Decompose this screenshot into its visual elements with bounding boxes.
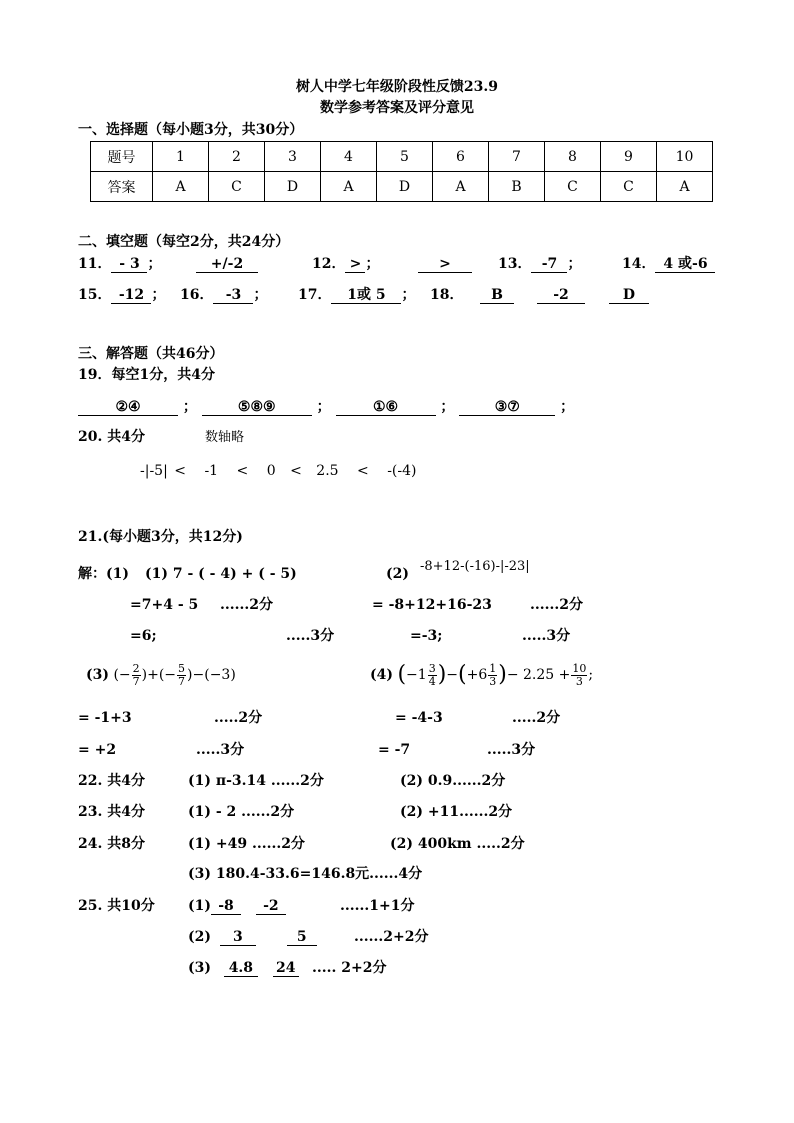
table-cell: A [153,172,209,202]
math-text: ; [588,667,594,683]
q21-p2-expression: -8+12-(-16)-|-23| [420,559,530,574]
q21-p2-step2-score: .....3分 [522,628,571,644]
q25-1-label: (1) [188,898,211,914]
less-than: < [236,463,249,479]
fraction: $\frac{3}{4}$ [428,661,436,688]
math-text: +6 [466,667,488,683]
q16 [180,286,267,304]
table-cell: 7 [489,142,545,172]
q21-p1-step1-score: ......2分 [220,597,273,613]
q18 [430,286,463,304]
q25-2-score: ......2+2分 [354,929,429,945]
q20-heading: 20. 共4分 [78,429,145,445]
q11-number: 11． [78,256,112,272]
separator: ； [182,399,197,415]
math-text: −1 [406,667,427,683]
q22-part-1: (1) π-3.14 ......2分 [188,773,324,789]
q18-answer-b: -2 [537,287,585,304]
page-title: 树人中学七年级阶段性反馈23.9 [295,79,499,95]
fraction: $\frac{5}{7}$ [178,661,186,688]
table-cell: A [433,172,489,202]
q18-c-wrap [609,286,649,304]
q13-number: 13． [498,256,532,272]
q19-answer-a: ②④ [78,399,178,416]
q20-term-2: -1 [204,463,219,479]
table-cell: 1 [153,142,209,172]
q22-heading: 22. 共4分 [78,773,145,789]
less-than: < [290,463,302,479]
table-cell: 5 [377,142,433,172]
fraction: $\frac{2}{7}$ [132,661,140,688]
table-cell: 题号 [91,142,153,172]
math-text: ( [458,662,467,687]
q18-b-wrap [537,286,585,304]
q25-2-answer-a: 3 [220,929,256,946]
q21-p3-step1: = -1+3 [78,710,132,726]
separator: ； [147,256,162,272]
q24-part-3: (3) 180.4-33.6=146.8元......4分 [188,866,423,882]
table-cell: 答案 [91,172,153,202]
section-1-heading: 一、选择题（每小题3分，共30分） [78,122,304,138]
separator: ； [151,287,166,303]
q19-answers [78,398,574,416]
q15-answer: -12 [111,287,151,304]
math-text: − 2.25 + [506,667,571,683]
q17 [298,286,415,304]
q13 [498,255,581,273]
q18-answer-c: D [609,287,649,304]
q21-p4-step1-score: .....2分 [512,710,561,726]
q23-heading: 23. 共4分 [78,804,145,820]
q21-p3-step2-score: .....3分 [196,742,245,758]
q21-p3-step2: = +2 [78,742,117,758]
q25-3-label: (3) [188,960,211,976]
q14-number: 14． [622,256,656,272]
separator: ； [316,399,331,415]
q25-part-2 [188,928,317,946]
q21-p1-step2-score: .....3分 [286,628,335,644]
q18-answer-a: B [480,287,514,304]
table-cell: 6 [433,142,489,172]
table-cell: 9 [601,142,657,172]
table-cell: C [545,172,601,202]
section-3-heading: 三、解答题（共46分） [78,346,224,362]
table-cell: 10 [657,142,713,172]
q19-answer-b: ⑤⑧⑨ [202,399,312,416]
q25-part-1 [188,897,286,915]
less-than: < [357,463,369,479]
q14 [622,255,715,273]
q21-p2-step1: = -8+12+16-23 [372,597,492,613]
separator: ； [401,287,416,303]
q18-a-wrap [480,286,514,304]
math-text: ) [498,662,507,687]
q20-term-3: 0 [266,463,276,479]
q21-p2-step2: =-3; [410,628,443,644]
separator: ； [253,287,268,303]
q21-p4-step1: = -4-3 [395,710,443,726]
q24-part-1: (1) +49 ......2分 [188,836,305,852]
q11-answer-b: +/-2 [196,256,258,273]
q11 [78,255,161,273]
section-2-heading: 二、填空题（每空2分，共24分） [78,234,290,250]
q19-heading: 19．每空1分，共4分 [78,367,215,383]
q25-part-3 [188,959,299,977]
q21-p3-expression [86,660,236,690]
q14-answer: 4 或-6 [655,256,715,273]
q21-p4-expression [370,660,593,690]
q18-number: 18． [430,287,464,303]
less-than: < [174,463,186,479]
q16-answer: -3 [213,287,253,304]
table-cell: 8 [545,142,601,172]
q20-ordering [140,462,417,480]
answer-table [90,141,713,202]
separator: ； [560,399,575,415]
q25-3-answer-b: 24 [273,960,299,977]
table-cell: A [657,172,713,202]
fraction: $\frac{1}{3}$ [489,661,497,688]
q12 [312,255,379,273]
q23-part-2: (2) +11......2分 [400,804,513,820]
q16-number: 16． [180,287,214,303]
q12-number: 12． [312,256,346,272]
math-text: ( [397,662,407,687]
q21-p4-step2: = -7 [378,742,411,758]
q25-1-answer-a: -8 [211,898,241,915]
q17-answer: 1或 5 [331,287,401,304]
math-text: (− [113,667,131,683]
q21-p2-step1-score: ......2分 [530,597,583,613]
page-subtitle: 数学参考答案及评分意见 [320,100,474,116]
q21-p3-label: (3) [86,667,109,683]
table-cell: D [377,172,433,202]
q25-3-answer-a: 4.8 [224,960,258,977]
q25-1-answer-b: -2 [256,898,286,915]
table-cell: C [209,172,265,202]
q25-2-answer-b: 5 [287,929,317,946]
q25-3-score: ..... 2+2分 [312,960,387,976]
q19-answer-d: ③⑦ [459,399,555,416]
q21-p1-expression: (1) 7 - ( - 4) + ( - 5) [145,566,297,582]
q20-term-4: 2.5 [316,463,339,479]
q24-heading: 24. 共8分 [78,836,145,852]
q19-answer-c: ①⑥ [336,399,436,416]
table-cell: 3 [265,142,321,172]
math-text: )−(−3) [187,667,236,683]
q20-term-5: -(-4) [387,463,417,479]
q21-jie: 解：(1) [78,566,129,582]
q21-p4-step2-score: .....3分 [487,742,536,758]
q21-p3-step1-score: .....2分 [214,710,263,726]
q21-p1-step2: =6; [130,628,157,644]
q21-p1-step1: =7+4 - 5 [130,597,199,613]
q21-p2-label: (2) [386,566,409,582]
math-text: )+(− [141,667,177,683]
q25-1-score: ......1+1分 [340,898,415,914]
table-cell: C [601,172,657,202]
q12-answer-b: > [418,256,472,273]
table-cell: 4 [321,142,377,172]
math-text: − [446,667,459,683]
q25-heading: 25. 共10分 [78,898,155,914]
table-cell: 2 [209,142,265,172]
separator: ； [567,256,582,272]
q13-answer: -7 [531,256,567,273]
math-text: ) [437,662,447,687]
q22-part-2: (2) 0.9......2分 [400,773,506,789]
separator: ； [365,256,380,272]
q11-b [196,255,258,273]
q23-part-1: (1) - 2 ......2分 [188,804,295,820]
q21-heading: 21.(每小题3分，共12分) [78,529,243,545]
q21-p4-label: (4) [370,667,393,683]
q25-2-label: (2) [188,929,211,945]
q15 [78,286,165,304]
q15-number: 15． [78,287,112,303]
table-cell: A [321,172,377,202]
q24-part-2: (2) 400km .....2分 [390,836,525,852]
table-cell: D [265,172,321,202]
fraction: $\frac{10}{3}$ [572,661,587,688]
separator: ； [440,399,455,415]
table-row [91,172,713,202]
q20-note: 数轴略 [205,430,245,445]
q17-number: 17． [298,287,332,303]
q12-answer-a: > [345,256,365,273]
q20-term-1: -|-5| [140,463,168,479]
table-row [91,142,713,172]
table-cell: B [489,172,545,202]
q11-answer-a: - 3 [111,256,147,273]
q12-b [418,255,472,273]
